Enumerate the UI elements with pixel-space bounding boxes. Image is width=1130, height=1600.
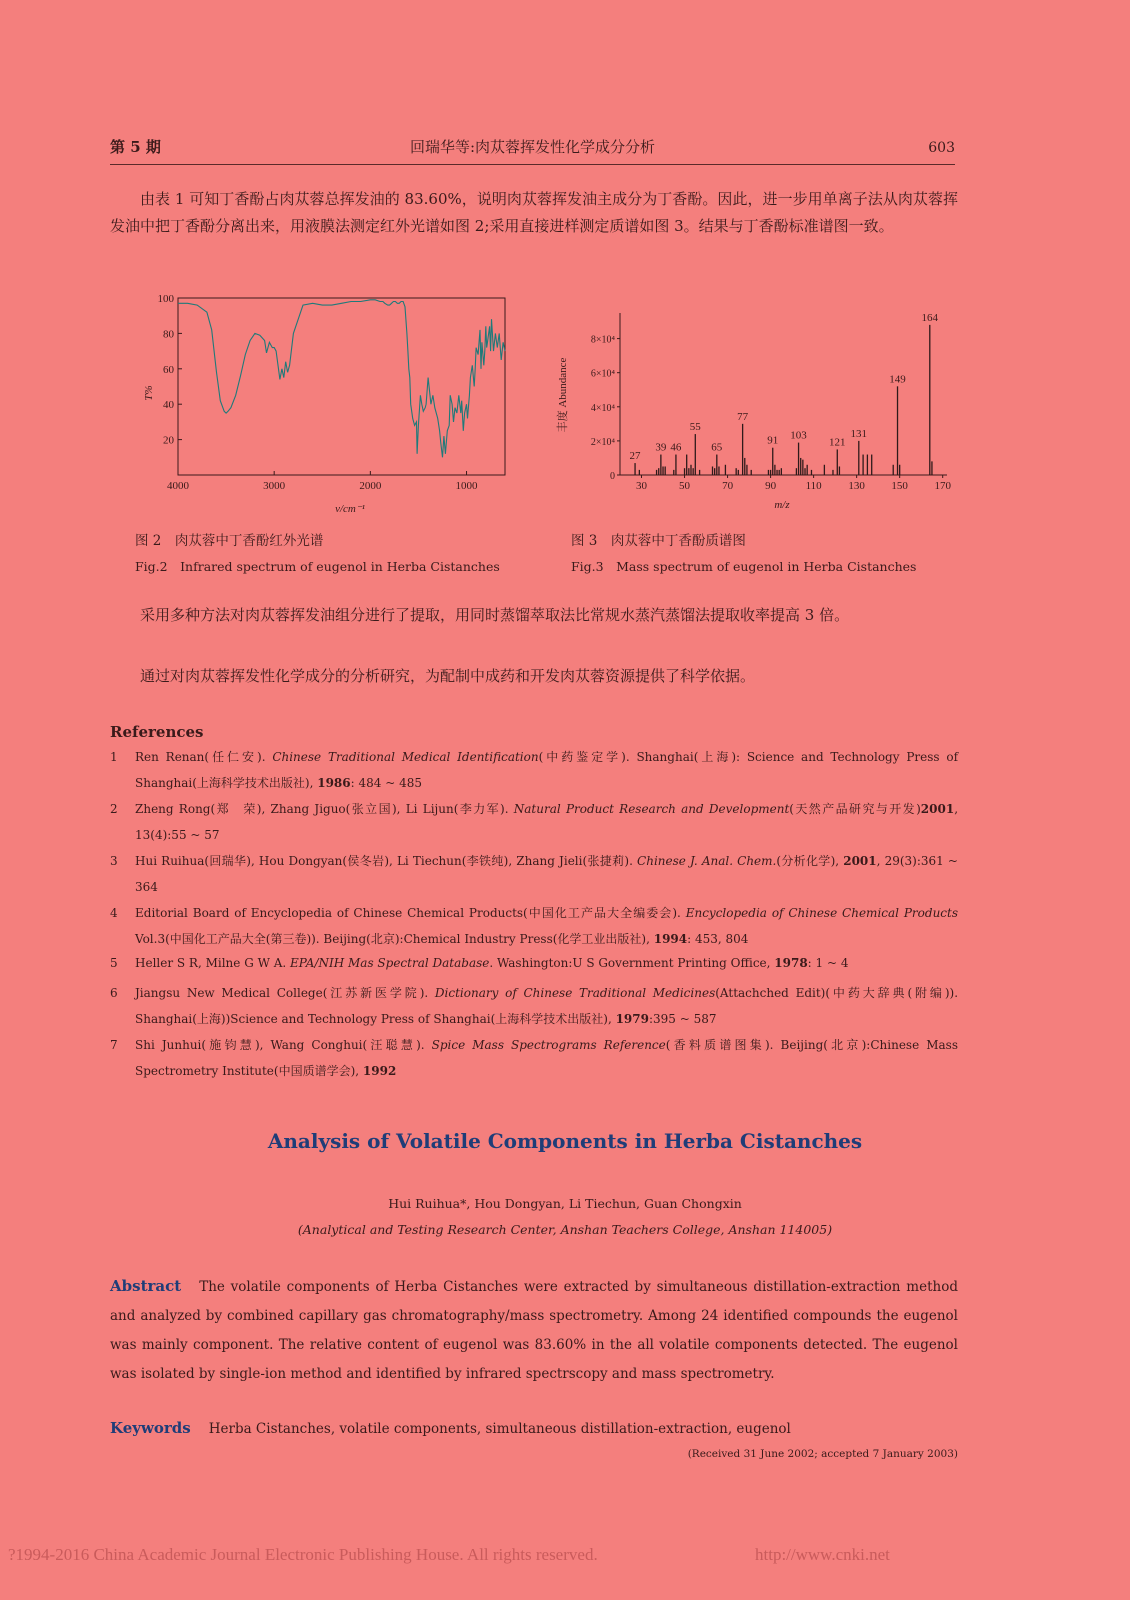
reference-p3: , 29(3):361 ~ 364 bbox=[135, 854, 958, 894]
reference-text bbox=[135, 980, 958, 1032]
reference-p3: :395 ~ 587 bbox=[648, 1012, 717, 1026]
english-affiliation: (Analytical and Testing Research Center, Anshan Teachers College, Anshan 114005) bbox=[297, 1222, 833, 1237]
abstract-text: The volatile components of Herba Cistanches were extracted by simultaneous distillation-extraction method and analyzed by combined capillary gas chromatography/mass spectrometry. Among 24 identified compounds the eugenol was mainly component. The relative content of eugenol was 83.60% in the all volatile components detected. The eugenol was isolated by single-ion method and identified by infrared spectrscopy and mass spectrometry. bbox=[110, 1279, 958, 1382]
body-paragraph-2: 采用多种方法对肉苁蓉挥发油组分进行了提取，用同时蒸馏萃取法比常规水蒸汽蒸馏法提取收率提高 3 倍。 bbox=[140, 606, 850, 624]
reference-text bbox=[135, 796, 958, 848]
reference-p2: (分析化学), bbox=[776, 854, 844, 868]
reference-b1: 1979 bbox=[615, 1012, 649, 1026]
ir-y-tick-label: 60 bbox=[163, 363, 174, 376]
ms-x-tick-label: 30 bbox=[636, 480, 648, 492]
ir-x-tick-label: 3000 bbox=[263, 480, 286, 492]
reference-p1: Ren Renan(任仁安). bbox=[135, 750, 273, 764]
reference-b1: 1994 bbox=[653, 932, 688, 946]
reference-b1: 2001 bbox=[920, 802, 955, 816]
fig2-caption-cn: 图 2 肉苁蓉中丁香酚红外光谱 bbox=[135, 533, 324, 549]
ir-y-tick-label: 20 bbox=[163, 434, 174, 447]
reference-p1: Hui Ruihua(回瑞华), Hou Dongyan(侯冬岩), Li Tiechun(李铁纯), Zhang Jieli(张捷莉). bbox=[135, 854, 638, 868]
ms-peak-label: 164 bbox=[921, 311, 939, 324]
reference-item bbox=[110, 1032, 958, 1084]
ms-y-tick-label: 6×10⁴ bbox=[590, 368, 615, 380]
running-header bbox=[110, 136, 955, 165]
reference-p2: . Washington:U S Government Printing Office, bbox=[489, 956, 775, 970]
ms-x-tick-label: 130 bbox=[848, 480, 865, 492]
reference-p1: Editorial Board of Encyclopedia of Chinese Chemical Products(中国化工产品大全编委会). bbox=[135, 906, 686, 920]
running-title: 回瑞华等:肉苁蓉挥发性化学成分分析 bbox=[409, 138, 656, 156]
reference-b1: 1986 bbox=[317, 776, 351, 790]
ms-peak-label: 65 bbox=[711, 441, 723, 454]
reference-it1: Spice Mass Spectrograms Reference bbox=[431, 1038, 666, 1052]
reference-item bbox=[110, 980, 958, 1032]
ms-peak-label: 149 bbox=[889, 373, 906, 386]
footer-url[interactable]: http://www.cnki.net bbox=[755, 1545, 890, 1564]
reference-text bbox=[135, 848, 958, 900]
reference-it1: Encyclopedia of Chinese Chemical Products bbox=[685, 906, 958, 920]
page-number: 603 bbox=[928, 140, 955, 156]
reference-text bbox=[135, 950, 958, 976]
keywords-text: Herba Cistanches, volatile components, simultaneous distillation-extraction, eugenol bbox=[208, 1421, 791, 1437]
ms-y-tick-label: 4×10⁴ bbox=[590, 402, 615, 414]
reference-number: 5 bbox=[110, 956, 118, 970]
reference-p2: (Attachched Edit)(中药大辞典(附编)). Shanghai(上海))Science and Technology Press of Shanghai(上海科学技术出版社), bbox=[135, 986, 959, 1026]
reference-text bbox=[135, 744, 958, 796]
ms-peak-label: 27 bbox=[629, 450, 641, 463]
ir-x-tick-label: 2000 bbox=[359, 480, 382, 492]
reference-it1: Dictionary of Chinese Traditional Medicines bbox=[434, 986, 716, 1000]
reference-b1: 2001 bbox=[843, 854, 877, 868]
fig3-caption-cn: 图 3 肉苁蓉中丁香酚质谱图 bbox=[571, 533, 746, 549]
ms-peak-label: 103 bbox=[790, 429, 807, 442]
reference-text bbox=[135, 1032, 958, 1084]
reference-p3: : 453, 804 bbox=[687, 932, 749, 946]
reference-item bbox=[110, 950, 958, 976]
ms-peak-label: 121 bbox=[829, 436, 846, 449]
reference-p2: (香料质谱图集). Beijing(北京):Chinese Mass Spectrometry Institute(中国质谱学会), bbox=[135, 1038, 958, 1078]
reference-p3: : 1 ~ 4 bbox=[807, 956, 849, 970]
ms-peak-labels bbox=[630, 312, 939, 462]
ms-peak-label: 46 bbox=[670, 441, 682, 454]
abstract-block bbox=[110, 1272, 958, 1389]
ir-y-tick-label: 80 bbox=[163, 328, 174, 341]
ir-spectrum-line bbox=[178, 300, 505, 458]
ms-peak-label: 39 bbox=[655, 441, 667, 454]
ms-y-tick-label: 2×10⁴ bbox=[590, 436, 615, 448]
mass-spectrum-chart bbox=[552, 305, 962, 520]
ms-y-tick-label: 8×10⁴ bbox=[590, 334, 615, 346]
reference-p1: Jiangsu New Medical College(江苏新医学院). bbox=[135, 986, 435, 1000]
ms-peak-label: 55 bbox=[689, 421, 701, 434]
reference-number: 7 bbox=[110, 1038, 118, 1052]
ir-plot-frame bbox=[178, 298, 505, 475]
ms-y-tick-label: 0 bbox=[610, 471, 615, 482]
issue-label: 第 5 期 bbox=[110, 138, 161, 156]
ms-peak-label: 77 bbox=[737, 410, 749, 423]
abstract-label: Abstract bbox=[110, 1277, 182, 1295]
reference-b1: 1992 bbox=[362, 1064, 397, 1078]
reference-item bbox=[110, 848, 958, 900]
reference-text bbox=[135, 900, 958, 952]
reference-number: 1 bbox=[110, 750, 118, 764]
reference-number: 6 bbox=[110, 986, 118, 1000]
ms-x-tick-label: 90 bbox=[765, 480, 777, 492]
reference-p1: Shi Junhui(施钧慧), Wang Conghui(汪聪慧). bbox=[135, 1038, 432, 1052]
received-date: (Received 31 June 2002; accepted 7 January 2003) bbox=[687, 1448, 958, 1460]
ir-y-tick-label: 40 bbox=[163, 399, 174, 412]
reference-b1: 1978 bbox=[774, 956, 808, 970]
ir-spectrum-chart bbox=[140, 290, 530, 520]
reference-it1: Chinese J. Anal. Chem. bbox=[637, 854, 777, 868]
reference-number: 4 bbox=[110, 906, 118, 920]
fig3-caption-en: Fig.3 Mass spectrum of eugenol in Herba Cistanches bbox=[571, 559, 917, 574]
ir-x-tick-label: 4000 bbox=[167, 480, 189, 492]
keywords-label: Keywords bbox=[110, 1419, 191, 1437]
reference-item bbox=[110, 900, 958, 952]
reference-p2: Vol.3(中国化工产品大全(第三卷)). Beijing(北京):Chemical Industry Press(化学工业出版社), bbox=[135, 932, 654, 946]
ir-x-axis-label: v/cm⁻¹ bbox=[335, 503, 365, 515]
fig2-caption-en: Fig.2 Infrared spectrum of eugenol in Herba Cistanches bbox=[135, 559, 500, 574]
reference-it1: Chinese Traditional Medical Identification bbox=[272, 750, 539, 764]
footer-copyright: ?1994-2016 China Academic Journal Electronic Publishing House. All rights reserved. bbox=[8, 1545, 598, 1564]
references-heading: References bbox=[110, 723, 204, 741]
ms-peak-label: 131 bbox=[850, 427, 868, 440]
ir-x-tick-label: 1000 bbox=[455, 480, 478, 492]
reference-it1: Natural Product Research and Development bbox=[513, 802, 790, 816]
body-paragraph-1: 由表 1 可知丁香酚占肉苁蓉总挥发油的 83.60%，说明肉苁蓉挥发油主成分为丁香酚。因此，进一步用单离子法从肉苁蓉挥发油中把丁香酚分离出来，用液膜法测定红外光谱如图 2;采用直接进样测定质谱如图 3。结果与丁香酚标准谱图一致。 bbox=[110, 190, 958, 235]
ms-x-tick-label: 150 bbox=[891, 480, 908, 492]
ms-x-axis-label: m/z bbox=[774, 499, 790, 511]
english-title: Analysis of Volatile Components in Herba Cistanches bbox=[267, 1129, 863, 1153]
ms-y-axis-label: 丰度 Abundance bbox=[557, 357, 569, 433]
ir-y-axis-label: T% bbox=[143, 385, 155, 401]
reference-p1: Zheng Rong(郑 荣), Zhang Jiguo(张立国), Li Lijun(李力军). bbox=[135, 802, 514, 816]
ir-y-tick-label: 100 bbox=[157, 293, 174, 305]
ms-peak-label: 91 bbox=[767, 434, 779, 447]
keywords-block bbox=[110, 1419, 791, 1437]
reference-p2: (天然产品研究与开发) bbox=[789, 802, 921, 816]
body-paragraph-3: 通过对肉苁蓉挥发性化学成分的分析研究，为配制中成药和开发肉苁蓉资源提供了科学依据。 bbox=[140, 667, 756, 685]
reference-item bbox=[110, 796, 958, 848]
reference-p2: (中药鉴定学). Shanghai(上海): Science and Technology Press of Shanghai(上海科学技术出版社), bbox=[135, 750, 959, 790]
ir-axes bbox=[178, 298, 505, 475]
ms-x-tick-label: 50 bbox=[679, 480, 691, 492]
ms-x-tick-label: 70 bbox=[722, 480, 734, 492]
reference-p3: : 484 ~ 485 bbox=[350, 776, 422, 790]
reference-p1: Heller S R, Milne G W A. bbox=[135, 956, 291, 970]
ms-x-tick-label: 170 bbox=[934, 480, 951, 492]
reference-it1: EPA/NIH Mas Spectral Database bbox=[290, 956, 490, 970]
ms-x-tick-label: 110 bbox=[805, 480, 822, 492]
english-authors: Hui Ruihua*, Hou Dongyan, Li Tiechun, Guan Chongxin bbox=[388, 1196, 742, 1211]
reference-item bbox=[110, 744, 958, 796]
reference-p3: , 13(4):55 ~ 57 bbox=[135, 802, 959, 842]
reference-number: 3 bbox=[110, 854, 118, 868]
reference-number: 2 bbox=[110, 802, 118, 816]
